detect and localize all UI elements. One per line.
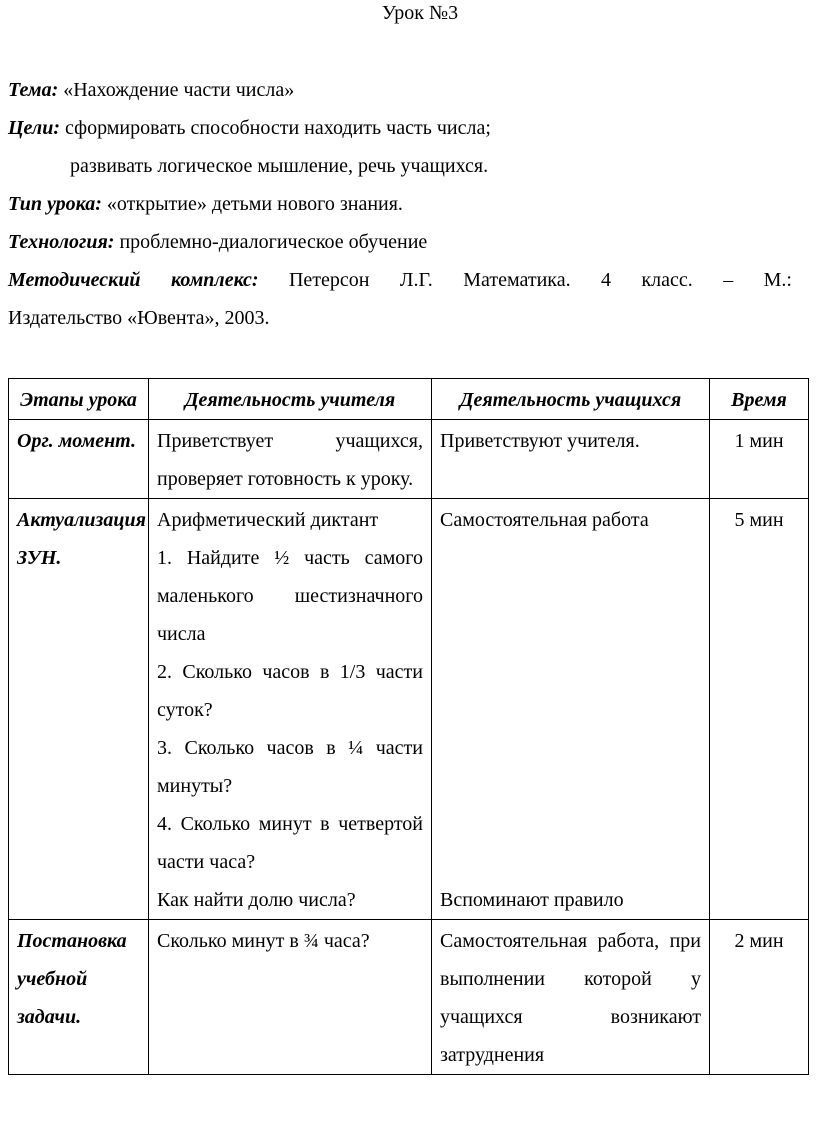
- table-row: [9, 420, 809, 499]
- student-activity-note: Вспоминают правило: [440, 889, 624, 911]
- lesson-plan-table: [8, 378, 809, 1075]
- theme-label: Тема:: [8, 79, 59, 101]
- table-row: [9, 499, 809, 920]
- lesson-type-line: [8, 191, 403, 217]
- cell-spacer: [440, 539, 701, 881]
- lesson-title: Урок №3: [381, 2, 459, 24]
- dictation-item: 3. Сколько часов в ¼ части минуты?: [157, 737, 423, 797]
- goals-line: [8, 115, 491, 141]
- dictation-item: 4. Сколько минут в четвертой части часа?: [157, 813, 423, 873]
- teacher-question: Как найти долю числа?: [157, 889, 356, 911]
- lesson-type-value: «открытие» детьми нового знания.: [106, 193, 403, 215]
- goals-line-2: развивать логическое мышление, речь учащихся.: [70, 155, 489, 177]
- teacher-activity-cell: [149, 499, 432, 920]
- teacher-activity-cell: Сколько минут в ¾ часа?: [149, 920, 432, 1075]
- table-header-row: [9, 379, 809, 420]
- publisher-line: Издательство «Ювента», 2003.: [8, 307, 270, 329]
- student-activity-cell: Самостоятельная работа, при выполнении которой у учащихся возникают затруднения: [432, 920, 710, 1075]
- dictation-title: Арифметический диктант: [157, 509, 379, 531]
- goals-label: Цели:: [8, 117, 60, 139]
- dictation-item: 1. Найдите ½ часть самого маленького шестизначного числа: [157, 547, 423, 645]
- method-complex-label: Методический комплекс:: [8, 269, 259, 291]
- stage-cell: Актуализация ЗУН.: [9, 499, 149, 920]
- header-stage: Этапы урока: [9, 379, 149, 420]
- theme-value: «Нахождение части числа»: [63, 79, 295, 101]
- header-student-activity: Деятельность учащихся: [432, 379, 710, 420]
- time-cell: 5 мин: [710, 499, 809, 920]
- technology-value: проблемно-диалогическое обучение: [119, 231, 428, 253]
- student-activity-text: Самостоятельная работа: [440, 509, 649, 531]
- student-activity-cell: Приветствуют учителя.: [432, 420, 710, 499]
- technology-label: Технология:: [8, 231, 115, 253]
- header-time: Время: [710, 379, 809, 420]
- student-activity-cell: [432, 499, 710, 920]
- goals-value-1: сформировать способности находить часть числа;: [64, 117, 491, 139]
- stage-cell: Постановка учебной задачи.: [9, 920, 149, 1075]
- method-complex-line: [8, 267, 792, 293]
- theme-line: [8, 77, 294, 103]
- time-cell: 1 мин: [710, 420, 809, 499]
- header-teacher-activity: Деятельность учителя: [149, 379, 432, 420]
- time-cell: 2 мин: [710, 920, 809, 1075]
- lesson-type-label: Тип урока:: [8, 193, 102, 215]
- method-complex-value: Петерсон Л.Г. Математика. 4 класс. – М.:: [288, 269, 792, 291]
- table-row: [9, 920, 809, 1075]
- teacher-activity-cell: Приветствует учащихся, проверяет готовность к уроку.: [149, 420, 432, 499]
- stage-cell: Орг. момент.: [9, 420, 149, 499]
- dictation-item: 2. Сколько часов в 1/3 части суток?: [157, 661, 423, 721]
- technology-line: [8, 229, 427, 255]
